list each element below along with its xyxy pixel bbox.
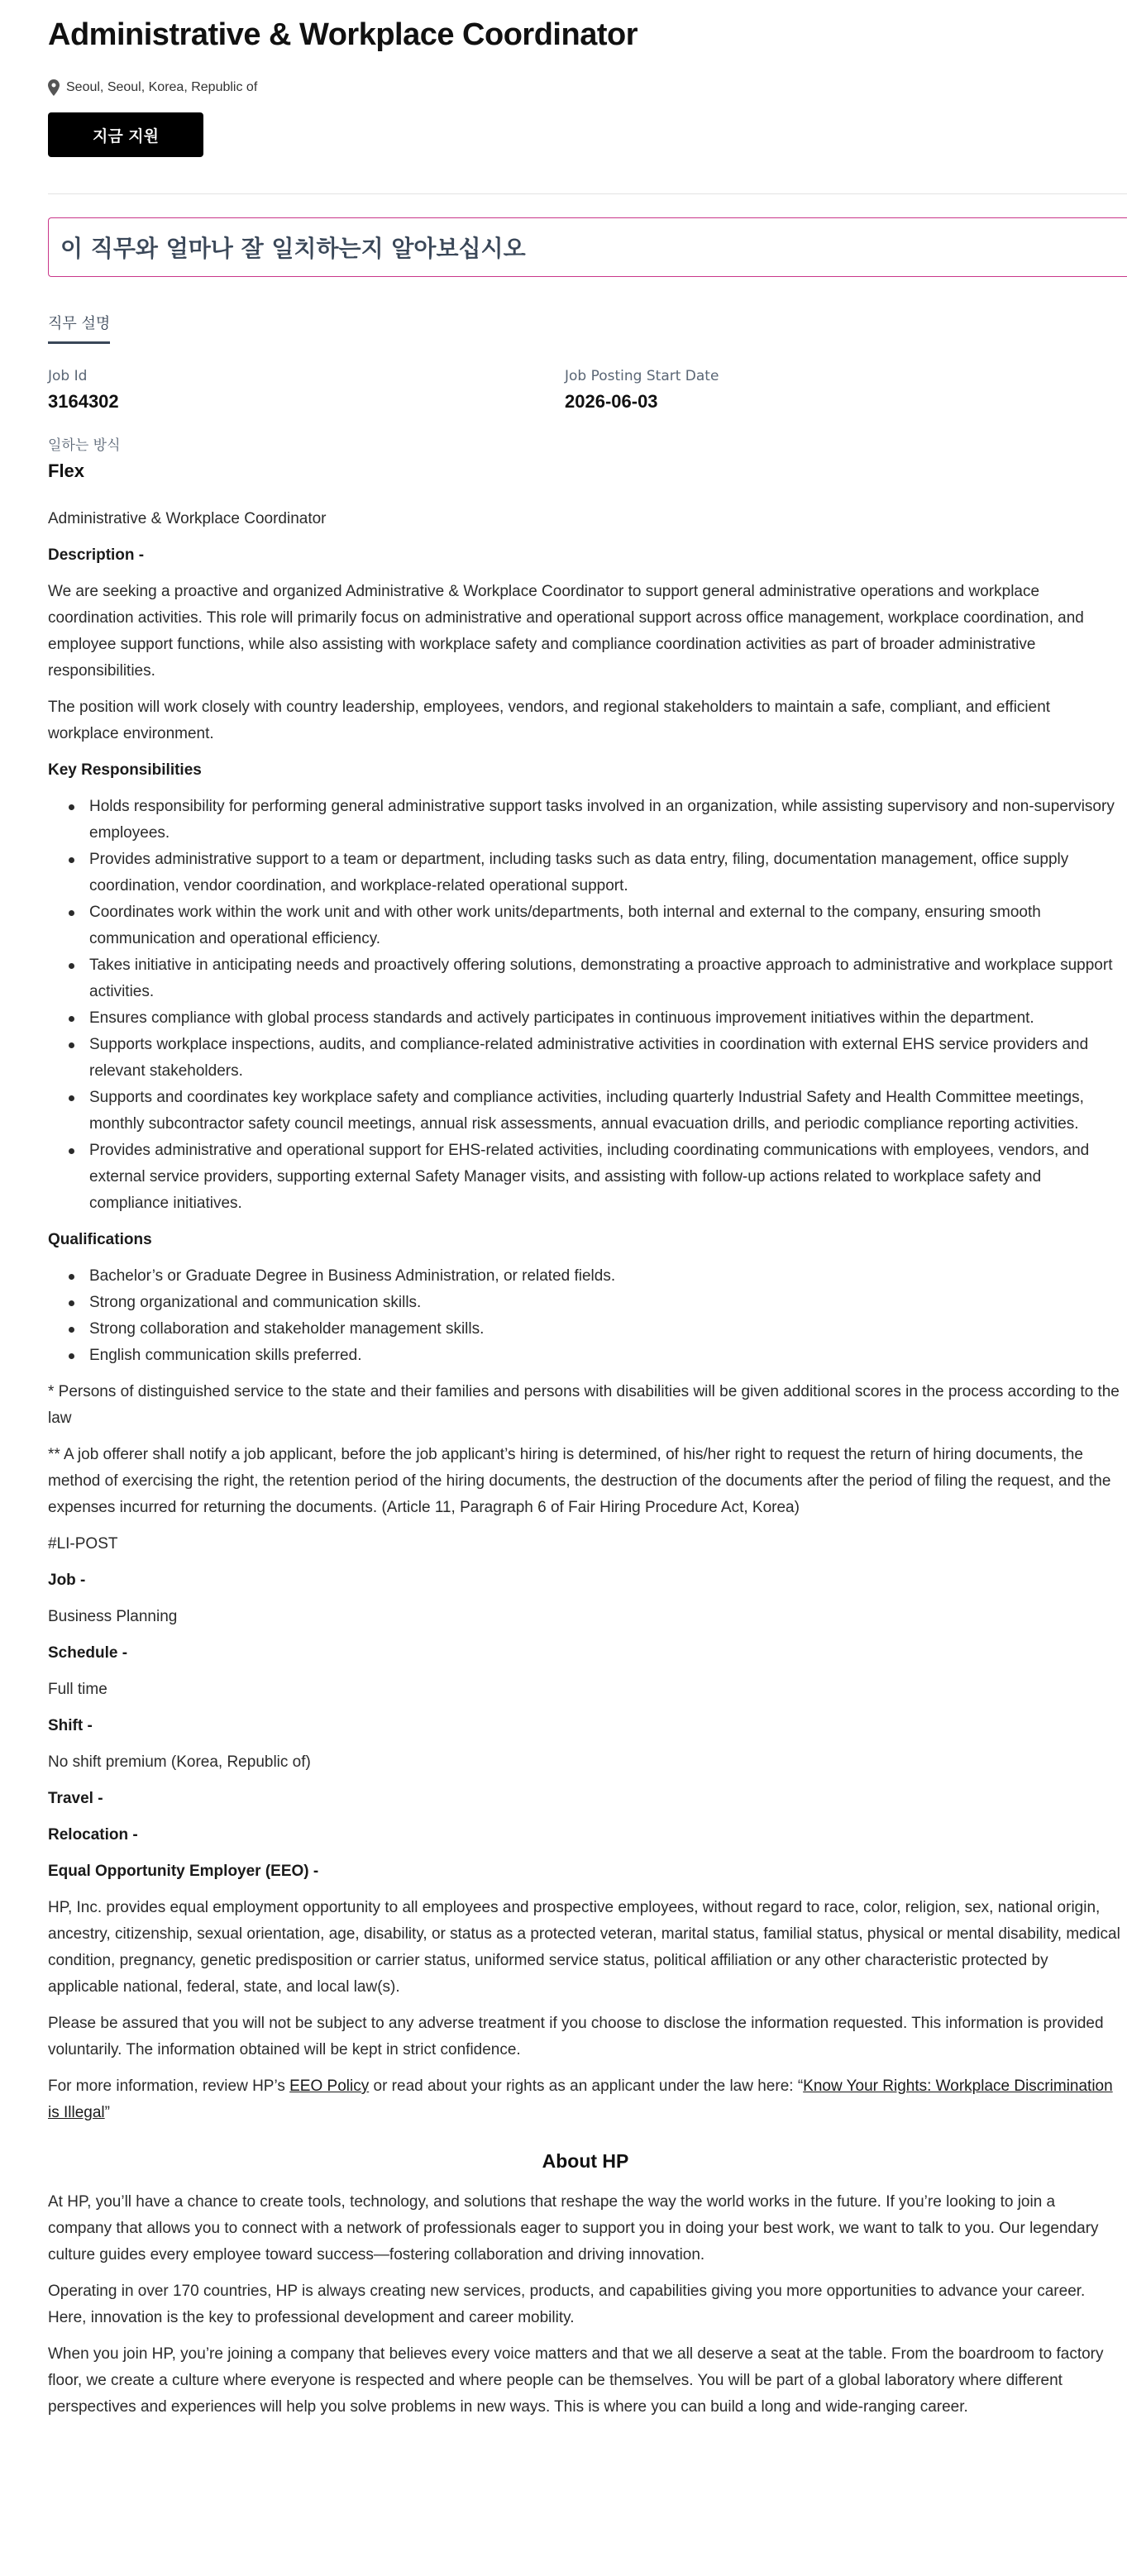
list-item: Supports and coordinates key workplace safety and compliance activities, including quarterly Industrial Safety and Health Committee meetings, monthly subcontractor safety council meetings, annual risk assessments, annual evacuation drills, and periodic compliance reporting activities. (89, 1085, 1123, 1138)
job-meta (48, 367, 1127, 413)
tab-job-description[interactable]: 직무 설명 (48, 312, 110, 344)
work-style-value: Flex (48, 460, 85, 481)
shift-value: No shift premium (Korea, Republic of) (48, 1753, 311, 1771)
eeo-links-paragraph (48, 2073, 1123, 2126)
start-date-value: 2026-06-03 (565, 391, 658, 412)
job-title: Administrative & Workplace Coordinator (48, 17, 638, 52)
job-id-value: 3164302 (48, 391, 119, 412)
work-style-block (48, 436, 1127, 483)
travel-heading: Travel - (48, 1790, 103, 1807)
schedule-value: Full time (48, 1681, 107, 1698)
job-description (48, 506, 1123, 2421)
about-paragraph: Operating in over 170 countries, HP is always creating new services, products, and capabilities giving you more opportunities to advance your career. Here, innovation is the key to professional development and career mobility. (48, 2283, 1086, 2326)
work-style-label: 일하는 방식 (48, 437, 121, 454)
eeo-text: ” (104, 2104, 110, 2121)
relocation-heading: Relocation - (48, 1826, 138, 1844)
list-item: Provides administrative support to a team or department, including tasks such as data entry, filing, documentation management, office supply coordination, vendor coordination, and workplace-related operational support. (89, 847, 1123, 899)
list-item: Bachelor’s or Graduate Degree in Business Administration, or related fields. (89, 1263, 1123, 1290)
eeo-heading: Equal Opportunity Employer (EEO) - (48, 1863, 319, 1880)
legal-note: * Persons of distinguished service to the state and their families and persons with disabilities will be given additional scores in the process according to the law (48, 1383, 1120, 1427)
responsibilities-heading: Key Responsibilities (48, 761, 202, 779)
list-item: Holds responsibility for performing general administrative support tasks involved in an organization, while assisting supervisory and non-supervisory employees. (89, 794, 1123, 847)
description-paragraph: We are seeking a proactive and organized Administrative & Workplace Coordinator to support general administrative operations and workplace coordination activities. This role will primarily focus on administrative and operational support across office management, workplace coordination, and employee support functions, while also assisting with workplace safety and compliance coordination activities as part of broader administrative responsibilities. (48, 583, 1084, 680)
location-text: Seoul, Seoul, Korea, Republic of (66, 80, 258, 94)
eeo-paragraph: Please be assured that you will not be subject to any adverse treatment if you choose to disclose the information requested. This information is provided voluntarily. The information obtained will be kept in strict confidence. (48, 2015, 1104, 2058)
legal-note: ** A job offerer shall notify a job applicant, before the job applicant’s hiring is determined, of his/her right to request the return of hiring documents, the method of exercising the right, the retention period of the hiring documents, the destruction of the documents after the period of filing the request, and the expenses incurred for returning the documents. (Article 11, Paragraph 6 of Fair Hiring Procedure Act, Korea) (48, 1446, 1111, 1516)
map-pin-icon (48, 79, 60, 96)
eeo-paragraph: HP, Inc. provides equal employment opportunity to all employees and prospective employees, without regard to race, color, religion, sex, national origin, ancestry, citizenship, sexual orientation, age, disability, or status as a protected veteran, marital status, familial status, physical or mental disability, medical condition, pregnancy, genetic predisposition or carrier status, uniformed service status, political affiliation or any other characteristic protected by applicable national, federal, state, and local law(s). (48, 1899, 1120, 1996)
shift-heading: Shift - (48, 1717, 93, 1734)
responsibilities-list (48, 794, 1123, 1217)
job-id-label: Job Id (48, 368, 88, 384)
list-item: English communication skills preferred. (89, 1343, 1123, 1369)
eeo-text: For more information, review HP’s (48, 2077, 290, 2095)
description-paragraph: The position will work closely with country leadership, employees, vendors, and regional stakeholders to maintain a safe, compliant, and efficient workplace environment. (48, 699, 1051, 742)
intro-title: Administrative & Workplace Coordinator (48, 510, 327, 527)
list-item: Provides administrative and operational support for EHS-related activities, including coordinating communications with employees, vendors, and external service providers, supporting external Safety Manager visits, and assisting with follow-up actions related to workplace safety and compliance initiatives. (89, 1138, 1123, 1217)
eeo-policy-link[interactable]: EEO Policy (289, 2077, 370, 2095)
header-divider (48, 193, 1127, 194)
description-heading: Description - (48, 546, 145, 564)
about-heading: About HP (542, 2150, 629, 2172)
job-heading: Job - (48, 1572, 86, 1589)
list-item: Ensures compliance with global process standards and actively participates in continuous improvement initiatives within the department. (89, 1005, 1123, 1032)
list-item: Strong collaboration and stakeholder management skills. (89, 1316, 1123, 1343)
about-paragraph: When you join HP, you’re joining a company that believes every voice matters and that we all deserve a seat at the table. From the boardroom to factory floor, we create a culture where everyone is respected and where people can be themselves. You will be part of a global laboratory where different perspectives and experiences will help you solve problems in new ways. This is where you can build a long and wide-ranging career. (48, 2345, 1104, 2416)
list-item: Supports workplace inspections, audits, and compliance-related administrative activities in coordination with external EHS service providers and relevant stakeholders. (89, 1032, 1123, 1085)
tab-bar (48, 312, 1127, 344)
job-id-block (48, 367, 565, 413)
hashtag: #LI-POST (48, 1535, 118, 1553)
list-item: Coordinates work within the work unit and with other work units/departments, both internal and external to the company, ensuring smooth communication and operational efficiency. (89, 899, 1123, 952)
about-paragraph: At HP, you’ll have a chance to create tools, technology, and solutions that reshape the way the world works in the future. If you’re looking to join a company that allows you to connect with a network of professionals eager to support you in doing your best work, we want to talk to you. Our legendary culture guides every employee toward success—fostering collaboration and driving innovation. (48, 2193, 1099, 2264)
know-your-rights-link[interactable]: Know Your Rights: Workplace Discrimination is Illegal (48, 2077, 1113, 2121)
apply-now-button[interactable]: 지금 지원 (48, 112, 203, 157)
list-item: Strong organizational and communication skills. (89, 1290, 1123, 1316)
job-value: Business Planning (48, 1608, 178, 1625)
qualifications-heading: Qualifications (48, 1231, 152, 1248)
start-date-label: Job Posting Start Date (565, 368, 719, 384)
job-match-banner[interactable]: 이 직무와 얼마나 잘 일치하는지 알아보십시오 (48, 217, 1127, 277)
list-item: Takes initiative in anticipating needs and proactively offering solutions, demonstrating a proactive approach to administrative and workplace support activities. (89, 952, 1123, 1005)
qualifications-list (48, 1263, 1123, 1369)
job-location (48, 78, 1127, 98)
eeo-text: or read about your rights as an applicant under the law here: “ (369, 2077, 804, 2095)
schedule-heading: Schedule - (48, 1644, 128, 1662)
start-date-block (565, 367, 1082, 413)
